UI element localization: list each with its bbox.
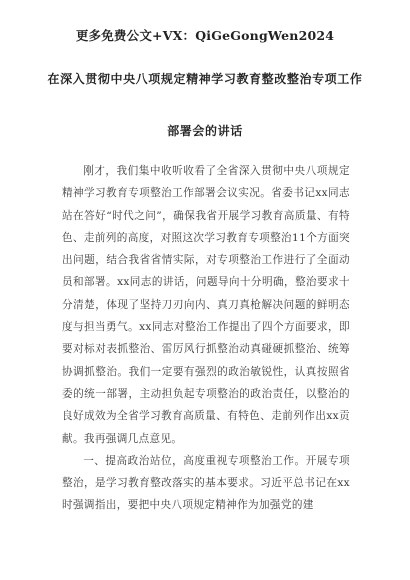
watermark-header: 更多免费公文+VX：QiGeGongWen2024 bbox=[75, 28, 335, 43]
document-subtitle: 部署会的讲话 bbox=[167, 124, 243, 138]
paragraph-intro: 刚才，我们集中收听收看了全省深入贯彻中央八项规定精神学习教育专项整治工作部署会议实况。省委书记xx同志站在答好“时代之问”，确保我省开展学习教育高质量、有特色、走前列的高度，对照这次学习教育专项整治11个方面突出问题，结合我省省情实际，对专项整治工作进行了全面动员和部署。xx同志的讲话，问题导向十分明确，整治要求十分清楚，体现了坚持刀刃向内、真刀真枪解决问题的鲜明态度与担当勇气。xx同志对整治工作提出了四个方面要求，即要对标对表抓整治、雷厉风行抓整治动真碰硬抓整治、统筹协调抓整治。我们一定要有强烈的政治敏锐性，认真按照省委的统一部署，主动担负起专项整治的政治责任，以整治的良好成效为全省学习教育高质量、有特色、走前列作出xx贡献。我再强调几点意见。 bbox=[62, 165, 350, 445]
document-title: 在深入贯彻中央八项规定精神学习教育整改整治专项工作 bbox=[47, 72, 363, 86]
paragraph-section-one: 一、提高政治站位，高度重视专项整治工作。开展专项整治，是学习教育整改落实的基本要求。习近平总书记在xx时强调指出，要把中央八项规定精神作为加强党的建 bbox=[62, 454, 350, 512]
document-body bbox=[62, 160, 350, 517]
